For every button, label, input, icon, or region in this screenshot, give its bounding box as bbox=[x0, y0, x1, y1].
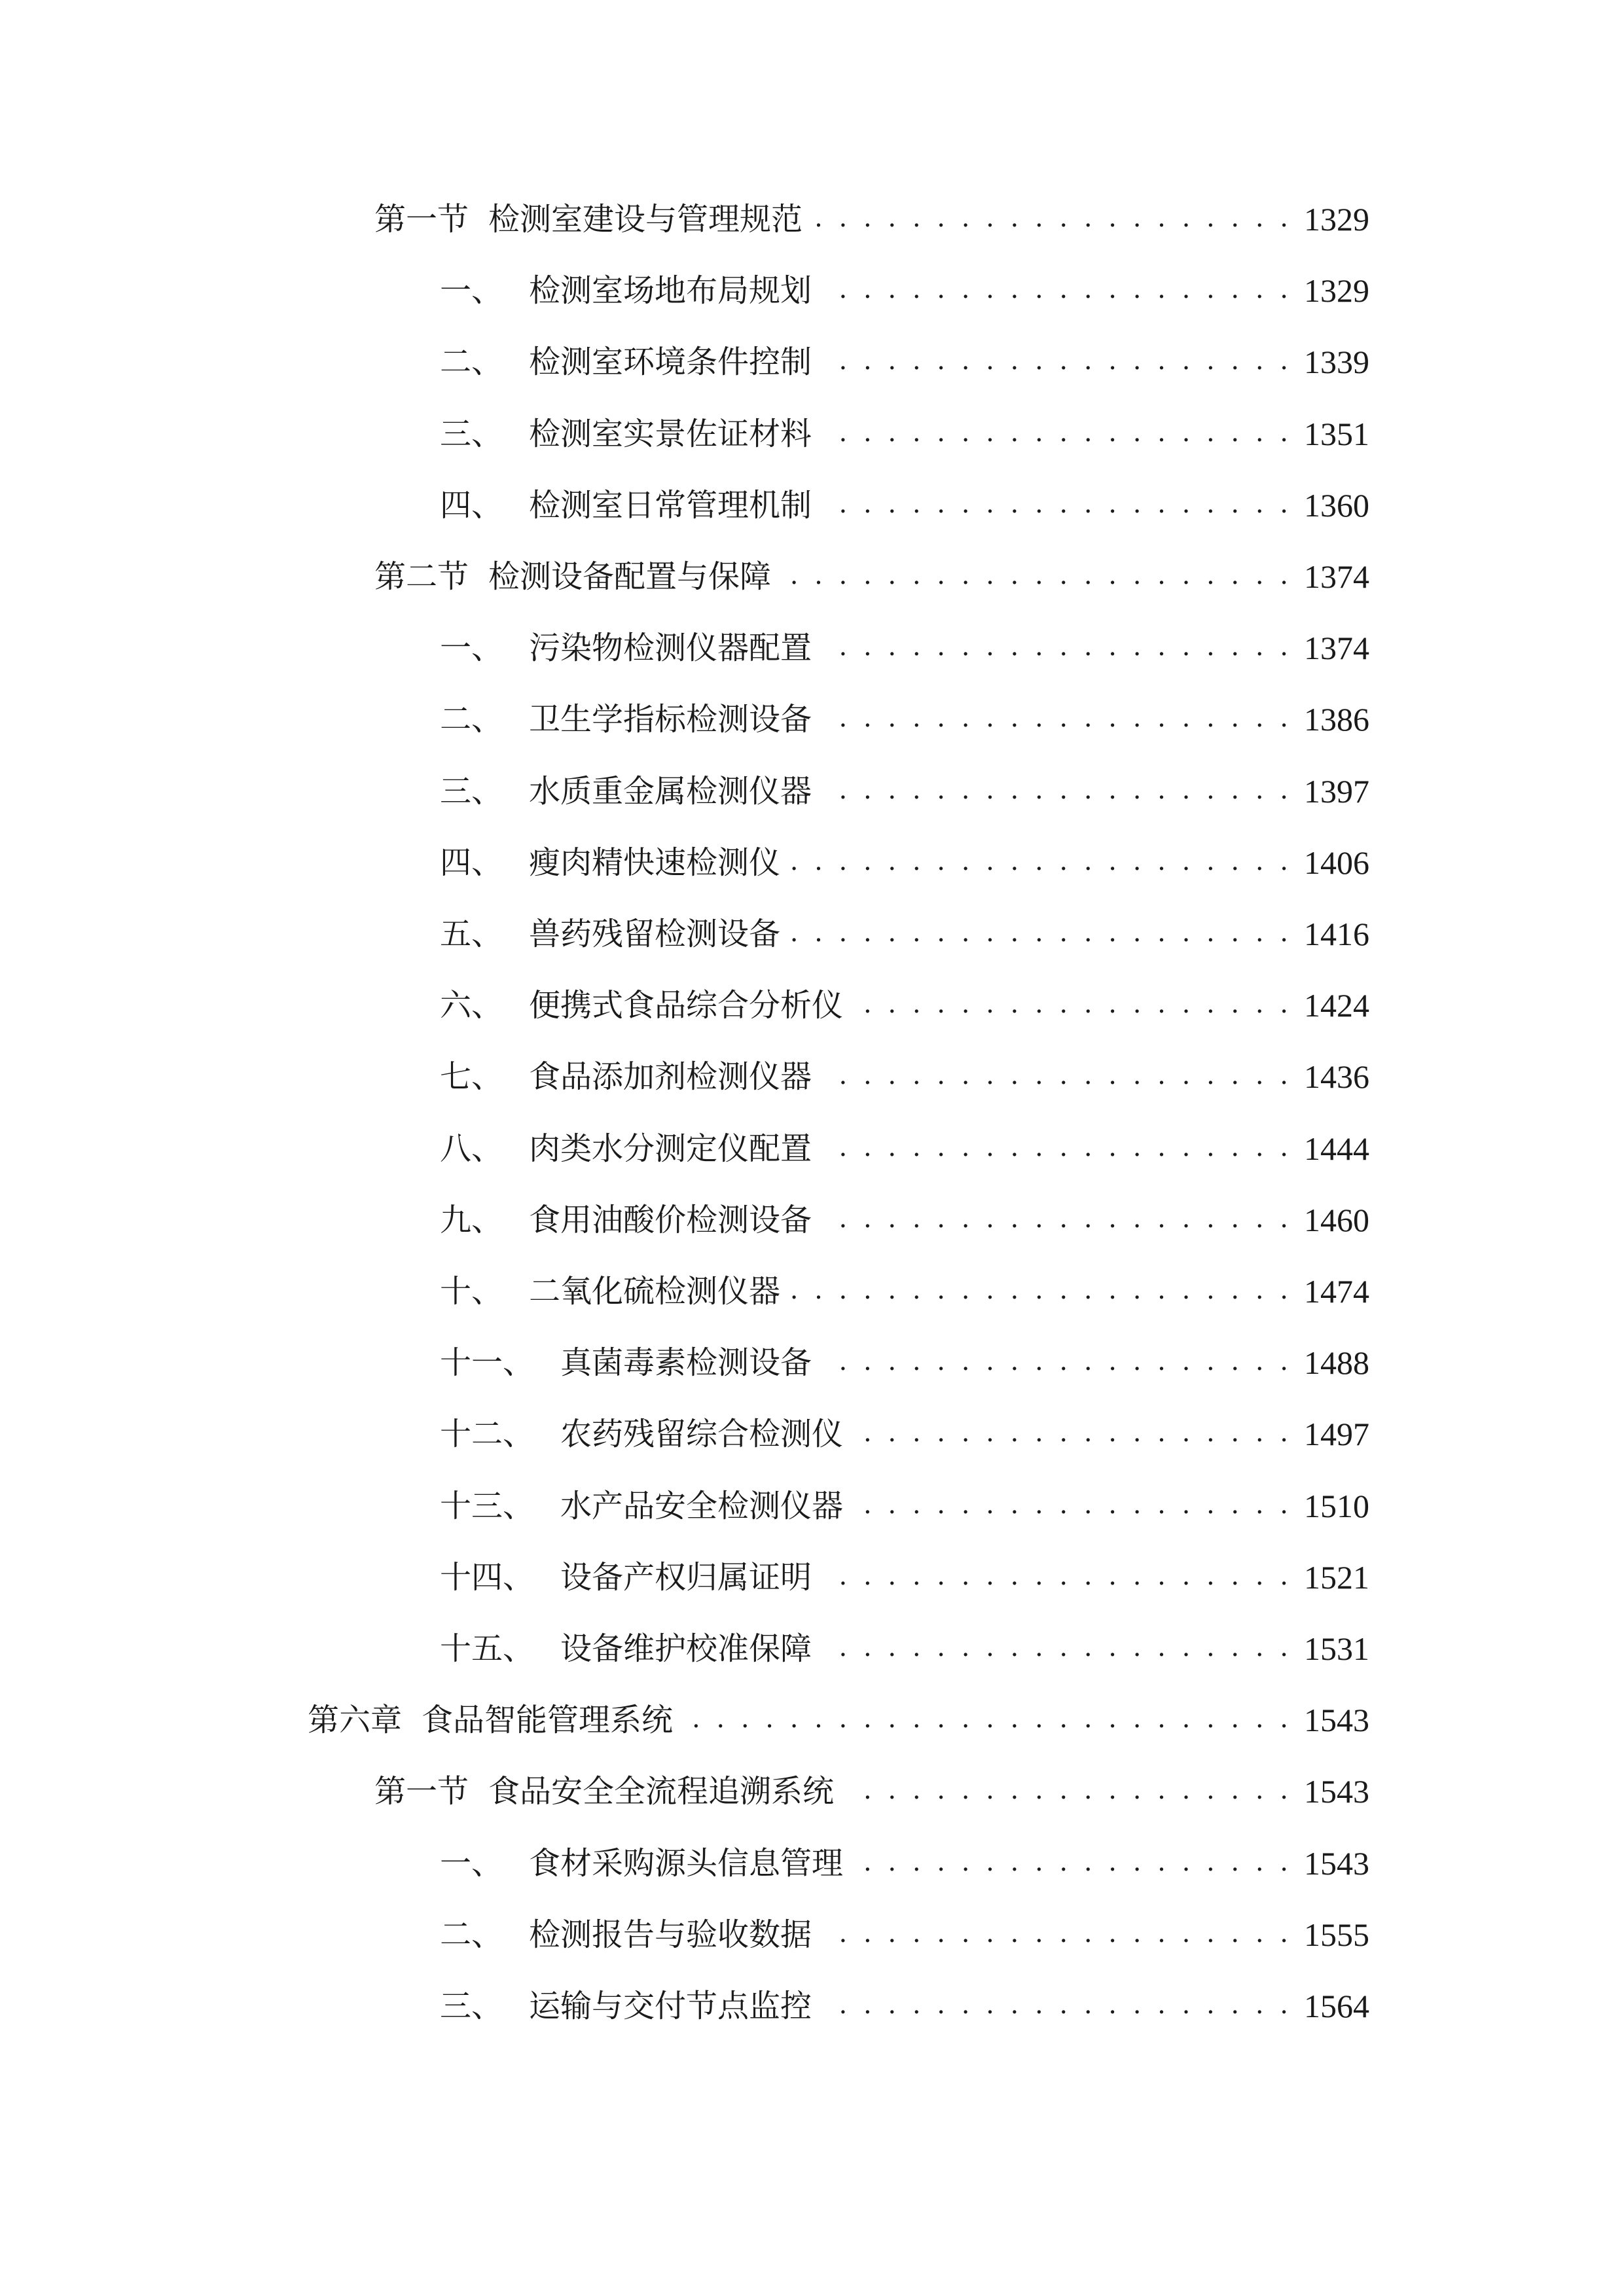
toc-entry-page-number: 1329 bbox=[1304, 272, 1369, 310]
toc-dot-leader bbox=[823, 1061, 1292, 1092]
toc-entry-number: 一、 bbox=[440, 1844, 503, 1882]
toc-entry[interactable] bbox=[374, 183, 1369, 255]
toc-dot-leader bbox=[823, 418, 1292, 450]
toc-entry-title: 检测设备配置与保障 bbox=[488, 558, 772, 595]
toc-entry-title: 设备产权归属证明 bbox=[560, 1558, 812, 1596]
toc-entry-page-number: 1460 bbox=[1304, 1201, 1369, 1238]
toc-entry-page-number: 1351 bbox=[1304, 415, 1369, 452]
toc-dot-leader bbox=[823, 1204, 1292, 1236]
toc-dot-leader bbox=[823, 1347, 1292, 1378]
toc-dot-leader bbox=[792, 1276, 1292, 1307]
toc-entry-page-number: 1339 bbox=[1304, 344, 1369, 381]
toc-entry[interactable] bbox=[440, 398, 1369, 470]
toc-entry-number: 九、 bbox=[440, 1201, 503, 1238]
toc-entry-number: 二、 bbox=[440, 1916, 503, 1953]
toc-entry[interactable] bbox=[440, 612, 1369, 684]
toc-entry-number: 七、 bbox=[440, 1058, 503, 1096]
toc-dot-leader bbox=[823, 704, 1292, 735]
toc-entry[interactable] bbox=[440, 1113, 1369, 1185]
toc-dot-leader bbox=[855, 1848, 1292, 1879]
toc-dot-leader bbox=[823, 632, 1292, 664]
toc-entry-title: 运输与交付节点监控 bbox=[529, 1988, 812, 2024]
toc-entry-title: 水产品安全检测仪器 bbox=[560, 1487, 844, 1524]
toc-entry[interactable] bbox=[440, 1827, 1369, 1899]
toc-entry-page-number: 1474 bbox=[1304, 1273, 1369, 1310]
toc-entry-title: 污染物检测仪器配置 bbox=[529, 630, 812, 667]
toc-entry-number: 十一、 bbox=[440, 1344, 535, 1382]
toc-entry-title: 便携式食品综合分析仪 bbox=[529, 987, 844, 1024]
toc-entry-page-number: 1424 bbox=[1304, 987, 1369, 1024]
toc-entry-page-number: 1543 bbox=[1304, 1702, 1369, 1739]
toc-entry-page-number: 1488 bbox=[1304, 1344, 1369, 1382]
toc-entry-title: 卫生学指标检测设备 bbox=[529, 701, 812, 738]
toc-entry-title: 食用油酸价检测设备 bbox=[529, 1201, 812, 1238]
toc-entry-title: 农药残留综合检测仪 bbox=[560, 1416, 844, 1453]
toc-entry-number: 三、 bbox=[440, 415, 503, 452]
toc-entry[interactable] bbox=[440, 1255, 1369, 1327]
toc-entry-number: 三、 bbox=[440, 1988, 503, 2024]
toc-entry[interactable] bbox=[440, 1613, 1369, 1685]
toc-entry-title: 检测室环境条件控制 bbox=[529, 344, 812, 381]
toc-entry-title: 瘦肉精快速检测仪 bbox=[529, 844, 781, 881]
toc-entry[interactable] bbox=[440, 755, 1369, 827]
toc-dot-leader bbox=[846, 1776, 1292, 1807]
toc-entry-number: 二、 bbox=[440, 344, 503, 381]
toc-entry[interactable] bbox=[440, 898, 1369, 970]
toc-entry[interactable] bbox=[440, 1327, 1369, 1399]
toc-dot-leader bbox=[823, 1990, 1292, 2022]
toc-entry-number: 第二节 bbox=[374, 558, 469, 595]
toc-entry[interactable] bbox=[308, 1684, 1369, 1756]
toc-entry-page-number: 1397 bbox=[1304, 772, 1369, 810]
toc-entry-title: 食品智能管理系统 bbox=[422, 1702, 674, 1739]
toc-entry-title: 检测报告与验收数据 bbox=[529, 1916, 812, 1953]
toc-entry-number: 一、 bbox=[440, 272, 503, 310]
toc-entry-page-number: 1543 bbox=[1304, 1844, 1369, 1882]
toc-entry-number: 十二、 bbox=[440, 1416, 535, 1453]
toc-dot-leader bbox=[685, 1704, 1292, 1736]
toc-entry[interactable] bbox=[440, 1184, 1369, 1256]
toc-entry-number: 八、 bbox=[440, 1130, 503, 1167]
toc-entry[interactable] bbox=[440, 326, 1369, 398]
toc-dot-leader bbox=[823, 1133, 1292, 1164]
toc-entry[interactable] bbox=[374, 1755, 1369, 1827]
toc-entry-page-number: 1444 bbox=[1304, 1130, 1369, 1167]
toc-entry-page-number: 1416 bbox=[1304, 916, 1369, 952]
toc-dot-leader bbox=[792, 847, 1292, 878]
toc-entry[interactable] bbox=[440, 1970, 1369, 2042]
toc-entry-number: 十四、 bbox=[440, 1558, 535, 1596]
toc-dot-leader bbox=[823, 776, 1292, 807]
toc-entry-page-number: 1564 bbox=[1304, 1988, 1369, 2024]
toc-entry-title: 设备维护校准保障 bbox=[560, 1630, 812, 1667]
toc-entry-title: 真菌毒素检测设备 bbox=[560, 1344, 812, 1382]
toc-entry-page-number: 1521 bbox=[1304, 1558, 1369, 1596]
toc-entry-number: 第一节 bbox=[374, 201, 469, 238]
toc-entry[interactable] bbox=[374, 541, 1369, 613]
toc-entry-title: 食材采购源头信息管理 bbox=[529, 1844, 844, 1882]
toc-entry-page-number: 1510 bbox=[1304, 1487, 1369, 1524]
toc-dot-leader bbox=[855, 1490, 1292, 1522]
toc-entry-page-number: 1531 bbox=[1304, 1630, 1369, 1667]
toc-dot-leader bbox=[855, 1418, 1292, 1450]
toc-entry-title: 食品添加剂检测仪器 bbox=[529, 1058, 812, 1096]
toc-entry-number: 十三、 bbox=[440, 1487, 535, 1524]
toc-entry-page-number: 1406 bbox=[1304, 844, 1369, 881]
toc-dot-leader bbox=[814, 204, 1292, 235]
toc-entry-page-number: 1436 bbox=[1304, 1058, 1369, 1096]
toc-entry[interactable] bbox=[440, 1041, 1369, 1113]
toc-entry-title: 二氧化硫检测仪器 bbox=[529, 1273, 781, 1310]
toc-entry-number: 三、 bbox=[440, 772, 503, 810]
toc-entry-title: 检测室场地布局规划 bbox=[529, 272, 812, 310]
toc-entry-page-number: 1497 bbox=[1304, 1416, 1369, 1453]
toc-entry[interactable] bbox=[440, 255, 1369, 327]
toc-entry[interactable] bbox=[440, 1541, 1369, 1613]
toc-dot-leader bbox=[783, 561, 1292, 592]
toc-entry[interactable] bbox=[440, 1398, 1369, 1470]
toc-entry-title: 水质重金属检测仪器 bbox=[529, 772, 812, 810]
toc-dot-leader bbox=[855, 990, 1292, 1021]
toc-entry-title: 检测室实景佐证材料 bbox=[529, 415, 812, 452]
toc-entry-title: 检测室日常管理机制 bbox=[529, 486, 812, 524]
toc-entry-page-number: 1329 bbox=[1304, 201, 1369, 238]
toc-entry-number: 二、 bbox=[440, 701, 503, 738]
toc-entry-number: 第一节 bbox=[374, 1773, 469, 1810]
toc-entry-number: 四、 bbox=[440, 486, 503, 524]
toc-entry-page-number: 1374 bbox=[1304, 630, 1369, 667]
toc-entry[interactable] bbox=[440, 1470, 1369, 1542]
toc-entry-number: 一、 bbox=[440, 630, 503, 667]
toc-entry-page-number: 1360 bbox=[1304, 486, 1369, 524]
toc-dot-leader bbox=[823, 275, 1292, 306]
toc-entry-title: 兽药残留检测设备 bbox=[529, 916, 781, 952]
toc-entry[interactable] bbox=[440, 1899, 1369, 1971]
toc-entry[interactable] bbox=[440, 969, 1369, 1041]
toc-dot-leader bbox=[823, 346, 1292, 378]
toc-entry[interactable] bbox=[440, 683, 1369, 755]
toc-entry[interactable] bbox=[440, 469, 1369, 541]
toc-entry-title: 食品安全全流程追溯系统 bbox=[488, 1773, 835, 1810]
toc-entry-page-number: 1386 bbox=[1304, 701, 1369, 738]
toc-entry-number: 第六章 bbox=[308, 1702, 403, 1739]
toc-entry-number: 六、 bbox=[440, 987, 503, 1024]
toc-entry-number: 十五、 bbox=[440, 1630, 535, 1667]
toc-entry-page-number: 1555 bbox=[1304, 1916, 1369, 1953]
toc-dot-leader bbox=[823, 490, 1292, 521]
toc-entry-title: 检测室建设与管理规范 bbox=[488, 201, 803, 238]
toc-dot-leader bbox=[823, 1633, 1292, 1664]
toc-entry-number: 十、 bbox=[440, 1273, 503, 1310]
toc-entry-number: 四、 bbox=[440, 844, 503, 881]
toc-entry[interactable] bbox=[440, 827, 1369, 899]
toc-entry-number: 五、 bbox=[440, 916, 503, 952]
toc-entry-page-number: 1374 bbox=[1304, 558, 1369, 595]
toc-entry-page-number: 1543 bbox=[1304, 1773, 1369, 1810]
toc-dot-leader bbox=[823, 1919, 1292, 1950]
toc-dot-leader bbox=[823, 1562, 1292, 1593]
toc-entry-title: 肉类水分测定仪配置 bbox=[529, 1130, 812, 1167]
toc-dot-leader bbox=[792, 918, 1292, 950]
